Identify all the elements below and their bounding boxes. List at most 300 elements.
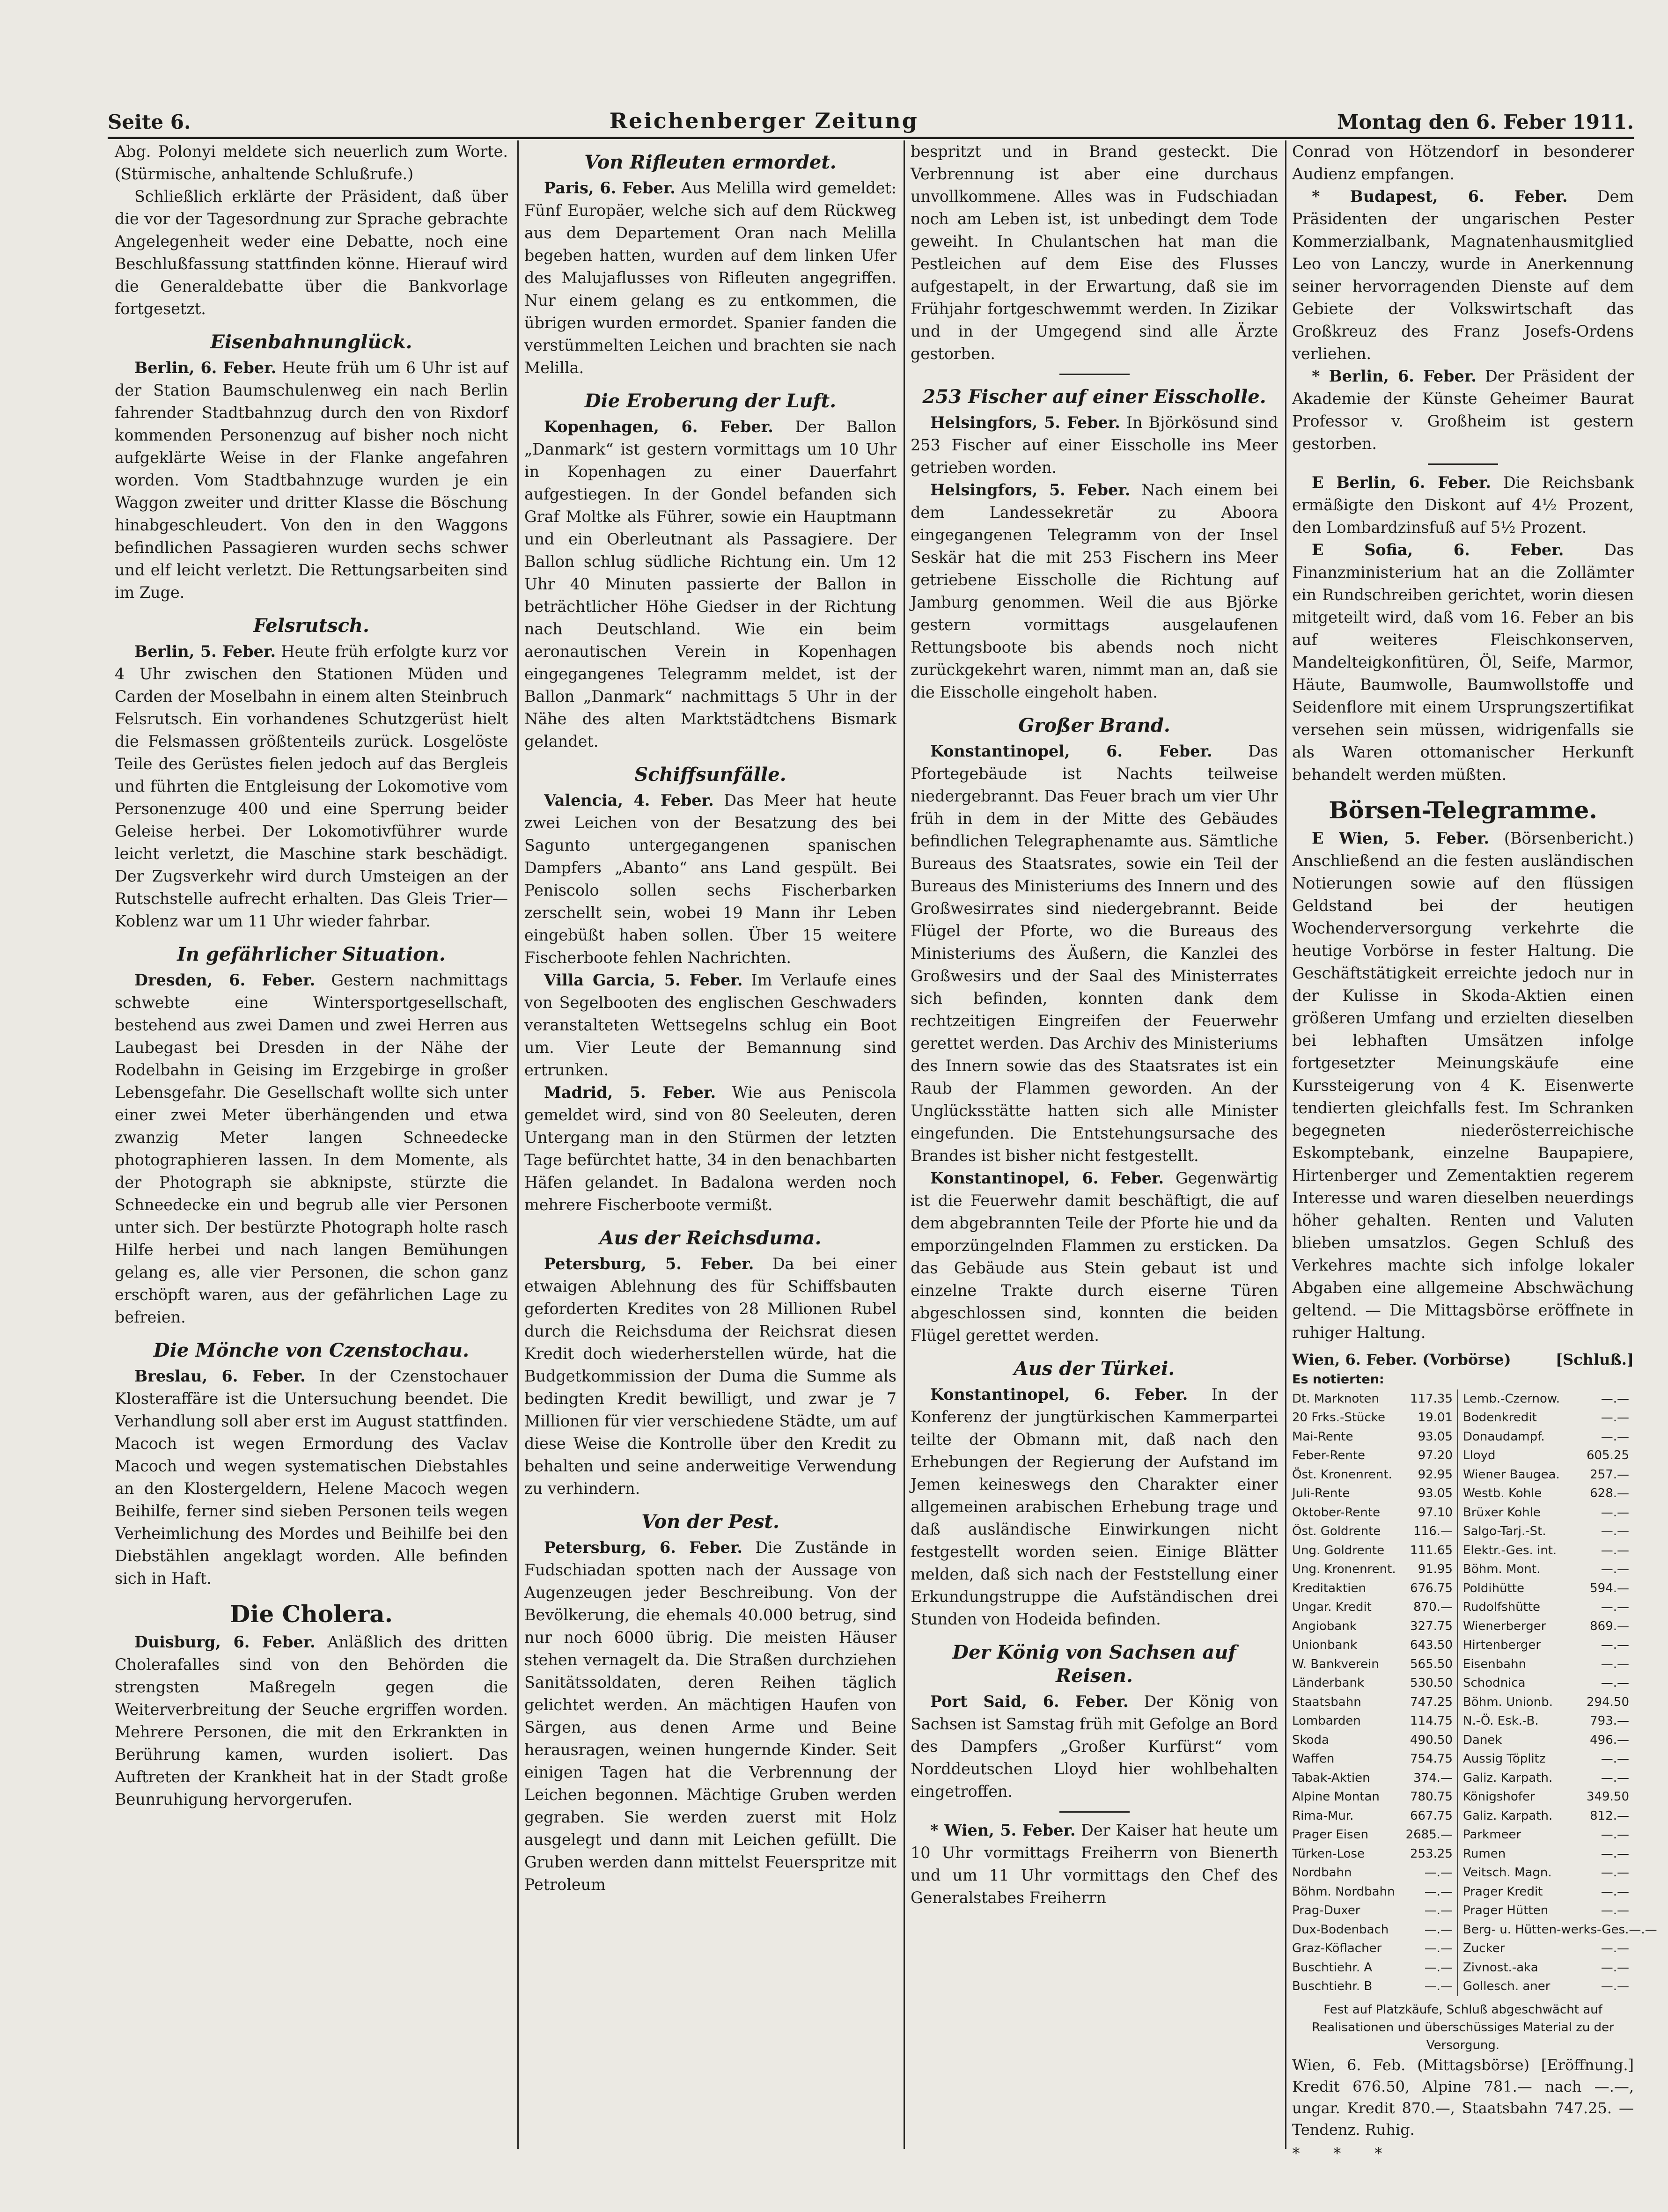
quote-name: Tabak-Aktien bbox=[1292, 1771, 1370, 1785]
quote-name: Graz-Köflacher bbox=[1292, 1941, 1382, 1955]
quote-row bbox=[1463, 1446, 1634, 1465]
article-headline: Die Eroberung der Luft. bbox=[584, 390, 837, 412]
quote-value: —.— bbox=[1601, 1866, 1629, 1880]
article-paragraph bbox=[911, 1167, 1278, 1347]
quote-row bbox=[1463, 1674, 1634, 1693]
quote-row bbox=[1292, 1655, 1457, 1674]
quote-value: —.— bbox=[1601, 1411, 1629, 1425]
quote-value: —.— bbox=[1601, 1562, 1629, 1576]
article-paragraph bbox=[1292, 471, 1634, 539]
quote-name: Galiz. Karpath. bbox=[1463, 1771, 1553, 1785]
article-headline: Felsrutsch. bbox=[253, 615, 369, 637]
quote-row bbox=[1292, 1598, 1457, 1617]
quote-row bbox=[1463, 1484, 1634, 1503]
quote-row bbox=[1292, 1807, 1457, 1826]
article-paragraph bbox=[524, 789, 896, 969]
quote-row bbox=[1292, 1674, 1457, 1693]
paragraph-text: Aus Melilla wird gemeldet: Fünf Europäer, welche sich auf dem Rückweg aus dem Departement Oran nach Melilla begeben hatten, wurden auf dem linken Ufer des Malujaflusses von Rifleuten angegriffen. Nur einem gelang es zu entkommen, die übrigen wurden ermordet. Spanier fanden die verstümmelten Leichen und brachten sie nach Melilla. bbox=[524, 179, 896, 377]
quote-name: Lemb.-Czernow. bbox=[1463, 1391, 1560, 1406]
quote-name: Donaudampf. bbox=[1463, 1429, 1545, 1444]
quote-name: Salgo-Tarj.-St. bbox=[1463, 1524, 1546, 1538]
quote-row bbox=[1292, 1484, 1457, 1503]
article-paragraph bbox=[524, 1253, 896, 1500]
quote-row bbox=[1463, 1693, 1634, 1712]
quote-name: Böhm. Mont. bbox=[1463, 1562, 1541, 1576]
quote-name: Wiener Baugea. bbox=[1463, 1467, 1560, 1482]
article-paragraph bbox=[524, 1536, 896, 1896]
dateline: Petersburg, 5. Feber. bbox=[544, 1255, 754, 1273]
quote-value: 754.75 bbox=[1410, 1752, 1453, 1766]
quote-name: Parkmeer bbox=[1463, 1828, 1521, 1842]
quote-row bbox=[1463, 1541, 1634, 1560]
quote-row bbox=[1292, 1845, 1457, 1864]
dateline: Paris, 6. Feber. bbox=[544, 179, 676, 197]
quote-value: —.— bbox=[1601, 1828, 1629, 1842]
quote-row bbox=[1463, 1958, 1634, 1977]
column-3 bbox=[911, 140, 1278, 2149]
quote-value: 793.— bbox=[1590, 1714, 1629, 1728]
article-paragraph bbox=[115, 140, 508, 185]
article-separator bbox=[1059, 1811, 1130, 1813]
article-paragraph bbox=[1292, 827, 1634, 1344]
paragraph-text: Heute früh erfolgte kurz vor 4 Uhr zwischen den Stationen Müden und Carden der Moselbahn in einem alten Steinbruch Felsrutsch. Ein vorhandenes Schutzgerüst hielt die Felsmassen größtenteils zurück. Losgelöste Teile des Gerüstes fielen jedoch auf das Bergleis und führten die Entgleisung der Lokomotive vom Personenzuge 400 und eine Sperrung beider Geleise herbei. Der Lokomotivführer wurde leicht verletzt, die Maschine stark beschädigt. Der Zugsverkehr wird durch Umsteigen an der Rutschstelle aufrecht erhalten. Das Gleis Trier—Koblenz war um 11 Uhr wieder fahrbar. bbox=[115, 642, 508, 930]
newspaper-title: Reichenberger Zeitung bbox=[609, 108, 919, 133]
quote-value: —.— bbox=[1424, 1941, 1453, 1955]
quote-value: 327.75 bbox=[1410, 1619, 1453, 1633]
quote-name: Westb. Kohle bbox=[1463, 1486, 1542, 1500]
quote-row bbox=[1292, 1427, 1457, 1447]
quote-row bbox=[1292, 1541, 1457, 1560]
quote-value: —.— bbox=[1424, 1960, 1453, 1975]
quote-name: Buschtiehr. A bbox=[1292, 1960, 1373, 1975]
quote-value: —.— bbox=[1601, 1543, 1629, 1558]
quote-name: Danek bbox=[1463, 1733, 1502, 1747]
quote-row bbox=[1463, 1465, 1634, 1484]
quote-row bbox=[1463, 1598, 1634, 1617]
paragraph-text: Conrad von Hötzendorf in besonderer Audienz empfangen. bbox=[1292, 142, 1634, 183]
quote-row bbox=[1463, 1522, 1634, 1541]
quote-value: 92.95 bbox=[1418, 1467, 1453, 1482]
quote-name: Rima-Mur. bbox=[1292, 1808, 1354, 1823]
article-headline: Von Rifleuten ermordet. bbox=[584, 151, 837, 173]
quote-row bbox=[1292, 1939, 1457, 1958]
paragraph-text: Der Kaiser hat heute um 10 Uhr vormittags Freiherrn von Bienerth und um 11 Uhr vormittags den Chef des Generalstabes Freiherrn bbox=[911, 1821, 1278, 1907]
quote-value: 812.— bbox=[1590, 1808, 1629, 1823]
article-headline: Die Mönche von Czenstochau. bbox=[153, 1339, 470, 1361]
quote-row bbox=[1292, 1579, 1457, 1598]
quote-row bbox=[1463, 1863, 1634, 1882]
article-headline: Aus der Reichsduma. bbox=[599, 1227, 822, 1249]
quote-value: —.— bbox=[1601, 1505, 1629, 1520]
paragraph-text: (Börsenbericht.) Anschließend an die festen ausländischen Notierungen sowie auf den flüssigen Geldstand bei der heutigen Wochenderversorgung verkehrte die heutige Vorbörse in fester Haltung. Die Geschäftstätigkeit erreichte jedoch nur in der Kulisse in Skoda-Aktien einen größeren Umfang und erzielten dieselben bei lebhaften Umsätzen infolge fortgesetzter Meinungskäufe eine Kurssteigerung von 4 K. Eisenwerte tendierten gleichfalls fest. Im Schranken begegneten niederösterreichische Eskomptebank, einzelne Baupapiere, Hirtenberger und Zementaktien regerem Interesse und waren dieselben neuerdings höher gehalten. Renten und Valuten blieben umsatzlos. Gegen Schluß des Verkehres machte sich infolge lokaler Abgaben eine allgemeine Abschwächung geltend. — Die Mittagsbörse eröffnete in ruhiger Haltung. bbox=[1292, 829, 1634, 1342]
quote-name: Feber-Rente bbox=[1292, 1448, 1365, 1462]
quotes-subtitle: Es notierten: bbox=[1292, 1372, 1384, 1387]
paragraph-text: Schließlich erklärte der Präsident, daß über die vor der Tagesordnung zur Sprache gebrachte Angelegenheit weder eine Debatte, noch eine Beschlußfassung stattfinden könne. Hierauf wird die Generaldebatte über die Bankvorlage fortgesetzt. bbox=[115, 187, 508, 318]
paragraph-text: Gegenwärtig ist die Feuerwehr damit beschäftigt, die auf dem abgebrannten Teile der Pforte hie und da emporzüngelnden Flammen zu ersticken. Da das Gebäude aus Stein gebaut ist und einzelne Trakte durch eiserne Türen abgeschlossen sind, konnten die beiden Flügel gerettet werden. bbox=[911, 1169, 1278, 1345]
quote-row bbox=[1463, 1920, 1657, 1940]
quote-name: Prager Hütten bbox=[1463, 1903, 1549, 1918]
article-paragraph bbox=[911, 740, 1278, 1167]
quote-value: 91.95 bbox=[1418, 1562, 1453, 1576]
quote-value: 253.25 bbox=[1410, 1846, 1453, 1861]
quote-row bbox=[1463, 1427, 1634, 1447]
article-paragraph bbox=[911, 412, 1278, 479]
quote-row bbox=[1463, 1712, 1634, 1731]
quotes-title: Wien, 6. Feber. (Vorbörse) bbox=[1292, 1351, 1511, 1368]
quote-name: Kreditaktien bbox=[1292, 1581, 1366, 1595]
article-headline: Großer Brand. bbox=[1018, 714, 1170, 736]
quote-value: 530.50 bbox=[1410, 1676, 1453, 1690]
article-separator bbox=[1428, 463, 1498, 465]
quote-name: Zivnost.-aka bbox=[1463, 1960, 1538, 1975]
dateline: Konstantinopel, 6. Feber. bbox=[930, 742, 1212, 760]
article-headline: In gefährlicher Situation. bbox=[177, 943, 446, 965]
dateline: Valencia, 4. Feber. bbox=[544, 791, 714, 809]
article-paragraph bbox=[524, 416, 896, 753]
quote-value: —.— bbox=[1601, 1903, 1629, 1918]
quote-value: 565.50 bbox=[1410, 1657, 1453, 1671]
quote-value: 114.75 bbox=[1410, 1714, 1453, 1728]
quote-value: —.— bbox=[1601, 1600, 1629, 1614]
quote-value: 116.— bbox=[1413, 1524, 1453, 1538]
quote-row bbox=[1292, 1882, 1457, 1902]
quote-row bbox=[1292, 1636, 1457, 1655]
quote-name: Elektr.-Ges. int. bbox=[1463, 1543, 1557, 1558]
quote-value: 496.— bbox=[1590, 1733, 1629, 1747]
paragraph-text: bespritzt und in Brand gesteckt. Die Verbrennung ist aber eine durchaus unvollkommene. Alles was in Fudschiadan noch am Leben ist, ist unbedingt dem Tode geweiht. In Chulantschen hat man die Pestleichen auf dem Eise des Flusses aufgestapelt, in der Erwartung, daß sie im Frühjahr fortgeschwemmt werden. In Zizikar und in der Umgegend sind alle Ärzte gestorben. bbox=[911, 142, 1278, 363]
article-paragraph bbox=[911, 479, 1278, 704]
quote-value: —.— bbox=[1424, 1903, 1453, 1918]
quote-name: Öst. Kronenrent. bbox=[1292, 1467, 1392, 1482]
paragraph-text: In der Konferenz der jungtürkischen Kammerpartei teilte der Obmann mit, daß nach den Erhebungen der Regierung der Aufstand im Jemen keineswegs den Charakter einer allgemeinen arabischen Erhebung trage und daß ausländische Einwirkungen nicht festgestellt worden seien. Einige Blätter melden, daß sich nach der Feststellung einer Erkundungstruppe die Aufständischen drei Stunden von Hodeida befinden. bbox=[911, 1385, 1278, 1628]
dateline: * Budapest, 6. Feber. bbox=[1312, 187, 1568, 206]
quote-value: —.— bbox=[1601, 1884, 1629, 1899]
column-2 bbox=[524, 140, 896, 2149]
quote-name: Veitsch. Magn. bbox=[1463, 1866, 1552, 1880]
dateline: * Berlin, 6. Feber. bbox=[1312, 367, 1477, 385]
article-paragraph bbox=[1292, 185, 1634, 365]
article-paragraph bbox=[115, 185, 508, 320]
quote-value: —.— bbox=[1601, 1638, 1629, 1652]
article-paragraph bbox=[115, 1365, 508, 1590]
quote-row bbox=[1463, 1389, 1634, 1409]
quotes-status: [Schluß.] bbox=[1555, 1351, 1634, 1368]
column-rule bbox=[517, 140, 519, 2149]
quote-name: Schodnica bbox=[1463, 1676, 1526, 1690]
quotes-header bbox=[1292, 1349, 1634, 1370]
quotes-table bbox=[1292, 1389, 1657, 1996]
quote-value: 605.25 bbox=[1587, 1448, 1629, 1462]
dateline: E Sofia, 6. Feber. bbox=[1312, 541, 1564, 559]
article-paragraph bbox=[911, 1819, 1278, 1909]
paragraph-text: Anläßlich des dritten Cholerafalles sind von den Behörden die strengsten Maßregeln gegen die Weiterverbreitung der Seuche ergriffen worden. Mehrere Personen, die mit den Erkrankten in Berührung kamen, wurden isoliert. Das Auftreten der Krankheit hat in der Stadt große Beunruhigung hervorgerufen. bbox=[115, 1633, 508, 1808]
dateline: Dresden, 6. Feber. bbox=[134, 971, 316, 989]
quote-row bbox=[1463, 1579, 1634, 1598]
quote-name: Buschtiehr. B bbox=[1292, 1979, 1373, 1993]
quote-value: —.— bbox=[1601, 1391, 1629, 1406]
quote-name: Eisenbahn bbox=[1463, 1657, 1527, 1671]
paragraph-text: Der Ballon „Danmark“ ist gestern vormittags um 10 Uhr in Kopenhagen zu einer Dauerfahrt aufgestiegen. In der Gondel befanden sich Graf Moltke als Führer, sowie ein Hauptmann und ein Oberleutnant als Passagiere. Der Ballon schlug südliche Richtung ein. Um 12 Uhr 40 Minuten passierte der Ballon in beträchtlicher Höhe Giedser in der Richtung nach Deutschland. Wie ein beim aeronautischen Verein in Kopenhagen eingegangenes Telegramm meldet, ist der Ballon „Danmark“ nachmittags 5 Uhr in der Nähe des alten Marktstädtchens Bismark gelandet. bbox=[524, 418, 896, 750]
column-rule bbox=[904, 140, 905, 2149]
quote-name: Ung. Goldrente bbox=[1292, 1543, 1385, 1558]
quote-row bbox=[1463, 1617, 1634, 1636]
paragraph-text: Heute früh um 6 Uhr ist auf der Station Baumschulenweg ein nach Berlin fahrender Stadtbahnzug durch den von Rixdorf kommenden Personenzug auf bisher noch nicht aufgeklärte Weise in der Flanke angefahren worden. Vom Stadtbahnzuge wurden je ein Waggon zweiter und dritter Klasse die Böschung hinabgeschleudert. Von den in den Waggons befindlichen Passagieren wurden sechs schwer und elf leicht verletzt. Die Rettungsarbeiten sind im Zuge. bbox=[115, 359, 508, 602]
dateline: Konstantinopel, 6. Feber. bbox=[930, 1385, 1188, 1404]
quote-name: Rudolfshütte bbox=[1463, 1600, 1541, 1614]
dateline: Breslau, 6. Feber. bbox=[134, 1367, 306, 1385]
quote-row bbox=[1463, 1825, 1634, 1845]
quote-name: Öst. Goldrente bbox=[1292, 1524, 1381, 1538]
quote-name: Alpine Montan bbox=[1292, 1790, 1380, 1804]
article-headline: 253 Fischer auf einer Eisscholle. bbox=[922, 386, 1266, 408]
paragraph-text: Da bei einer etwaigen Ablehnung des für Schiffsbauten geforderten Kredites von 28 Millionen Rubel durch die Reichsduma der Reichsrat diesen Kredit doch wiederherstellen würde, hat die Budgetkommission der Duma die Summe als bedingten Kredit bewilligt, und zwar je 7 Millionen für vier verschiedene Städte, um auf diese Weise die Kontrolle über den Kredit zu behalten und seine anderweitige Verwendung zu verhindern. bbox=[524, 1255, 896, 1498]
masthead bbox=[108, 101, 1634, 133]
quote-name: Unionbank bbox=[1292, 1638, 1358, 1652]
quote-name: Lombarden bbox=[1292, 1714, 1361, 1728]
dateline: Villa Garcia, 5. Feber. bbox=[544, 971, 743, 989]
quote-name: Wienerberger bbox=[1463, 1619, 1546, 1633]
dateline: Helsingfors, 5. Feber. bbox=[930, 481, 1131, 499]
quote-name: Galiz. Karpath. bbox=[1463, 1808, 1553, 1823]
quote-name: Berg- u. Hütten-werks-Ges. bbox=[1463, 1922, 1629, 1937]
quote-value: 93.05 bbox=[1418, 1429, 1453, 1444]
quote-value: 667.75 bbox=[1410, 1808, 1453, 1823]
quote-name: Böhm. Unionb. bbox=[1463, 1695, 1553, 1709]
paragraph-text: Abg. Polonyi meldete sich neuerlich zum Worte. (Stürmische, anhaltende Schlußrufe.) bbox=[115, 142, 508, 183]
article-paragraph bbox=[115, 640, 508, 933]
quote-value: 294.50 bbox=[1587, 1695, 1629, 1709]
quote-name: Angiobank bbox=[1292, 1619, 1357, 1633]
quote-value: 870.— bbox=[1413, 1600, 1453, 1614]
dateline: E Berlin, 6. Feber. bbox=[1312, 473, 1492, 492]
quote-name: N.-Ö. Esk.-B. bbox=[1463, 1714, 1539, 1728]
quote-value: —.— bbox=[1601, 1846, 1629, 1861]
midday-report: Wien, 6. Feb. (Mittagsbörse) [Eröffnung.] Kredit 676.50, Alpine 781.— nach —.—, ungar. Kredit 870.—, Staatsbahn 747.25. — Tendenz. Ruhig. bbox=[1292, 2056, 1634, 2139]
paragraph-text: In Björkösund sind 253 Fischer auf einer Eisscholle ins Meer getrieben worden. bbox=[911, 413, 1278, 477]
quote-name: Dux-Bodenbach bbox=[1292, 1922, 1389, 1937]
quote-name: Staatsbahn bbox=[1292, 1695, 1361, 1709]
quote-row bbox=[1292, 1522, 1457, 1541]
quote-row bbox=[1292, 1863, 1457, 1882]
header-rule bbox=[108, 137, 1634, 139]
article-headline: Die Cholera. bbox=[229, 1600, 393, 1628]
quote-name: Skoda bbox=[1292, 1733, 1329, 1747]
quote-value: —.— bbox=[1601, 1771, 1629, 1785]
quote-row bbox=[1292, 1503, 1457, 1522]
quote-row bbox=[1292, 1465, 1457, 1484]
quote-row bbox=[1292, 1617, 1457, 1636]
dateline: Helsingfors, 5. Feber. bbox=[930, 413, 1120, 432]
quote-name: Waffen bbox=[1292, 1752, 1335, 1766]
quote-row bbox=[1463, 1655, 1634, 1674]
article-headline: Aus der Türkei. bbox=[1014, 1358, 1175, 1380]
quote-row bbox=[1292, 1977, 1457, 1996]
quote-name: Brüxer Kohle bbox=[1463, 1505, 1541, 1520]
quote-name: Juli-Rente bbox=[1292, 1486, 1350, 1500]
quote-name: 20 Frks.-Stücke bbox=[1292, 1411, 1385, 1425]
quote-value: —.— bbox=[1601, 1676, 1629, 1690]
quote-value: —.— bbox=[1424, 1922, 1453, 1937]
article-paragraph bbox=[115, 969, 508, 1329]
paragraph-text: Der König von Sachsen ist Samstag früh mit Gefolge an Bord des Dampfers „Großer Kurfürst“ vom Norddeutschen Lloyd hier wohlbehalten eingetroffen. bbox=[911, 1692, 1278, 1800]
article-headline: Schiffsunfälle. bbox=[634, 764, 786, 786]
quote-row bbox=[1292, 1712, 1457, 1731]
article-paragraph bbox=[911, 140, 1278, 365]
dateline: Konstantinopel, 6. Feber. bbox=[930, 1169, 1164, 1187]
column-4-articles bbox=[1292, 140, 1634, 1344]
dateline: E Wien, 5. Feber. bbox=[1312, 829, 1490, 847]
paragraph-text: Wie aus Peniscola gemeldet wird, sind von 80 Seeleuten, deren Untergang man in den Stürmen der letzten Tage befürchtet hatte, 34 in den benachbarten Häfen gelandet. In Badalona werden noch mehrere Fischerboote vermißt. bbox=[524, 1083, 896, 1214]
quote-row bbox=[1292, 1958, 1457, 1977]
article-paragraph bbox=[911, 1690, 1278, 1803]
quote-name: Rumen bbox=[1463, 1846, 1506, 1861]
quote-value: —.— bbox=[1601, 1979, 1629, 1993]
quote-name: Zucker bbox=[1463, 1941, 1505, 1955]
quote-name: Böhm. Nordbahn bbox=[1292, 1884, 1395, 1899]
quote-row bbox=[1292, 1408, 1457, 1427]
quote-name: Königshofer bbox=[1463, 1790, 1535, 1804]
dateline: Madrid, 5. Feber. bbox=[544, 1083, 716, 1102]
quote-value: 780.75 bbox=[1410, 1790, 1453, 1804]
dateline: Berlin, 6. Feber. bbox=[134, 359, 277, 377]
article-paragraph bbox=[1292, 365, 1634, 455]
quotes-left-column bbox=[1292, 1389, 1457, 1996]
article-headline: Von der Pest. bbox=[641, 1511, 779, 1533]
quote-value: —.— bbox=[1601, 1941, 1629, 1955]
page-number: Seite 6. bbox=[108, 110, 191, 133]
quote-name: Prager Eisen bbox=[1292, 1828, 1368, 1842]
quote-row bbox=[1292, 1787, 1457, 1807]
quote-row bbox=[1463, 1939, 1634, 1958]
quote-value: 869.— bbox=[1590, 1619, 1629, 1633]
quote-name: Aussig Töplitz bbox=[1463, 1752, 1546, 1766]
quote-row bbox=[1463, 1560, 1634, 1579]
column-rule bbox=[1285, 140, 1286, 2149]
quote-name: Türken-Lose bbox=[1292, 1846, 1365, 1861]
article-paragraph bbox=[911, 1383, 1278, 1631]
paragraph-text: Im Verlaufe eines von Segelbooten des englischen Geschwaders veranstalteten Wettsegelns schlug ein Boot um. Vier Leute der Bemannung sind ertrunken. bbox=[524, 971, 896, 1079]
paragraph-text: Die Reichsbank ermäßigte den Diskont auf 4½ Prozent, den Lombardzinsfuß auf 5½ Prozent. bbox=[1292, 473, 1634, 536]
quote-value: 643.50 bbox=[1410, 1638, 1453, 1652]
quote-name: Hirtenberger bbox=[1463, 1638, 1541, 1652]
quotes-right-column bbox=[1457, 1389, 1657, 1996]
issue-date: Montag den 6. Feber 1911. bbox=[1337, 110, 1634, 133]
article-headline: Der König von Sachsen auf Reisen. bbox=[952, 1641, 1236, 1687]
quote-value: 97.20 bbox=[1418, 1448, 1453, 1462]
quote-row bbox=[1292, 1731, 1457, 1750]
end-stars: * * * bbox=[1292, 2144, 1396, 2163]
paragraph-text: Das Finanzministerium hat an die Zollämter ein Rundschreiben gerichtet, worin diesen mitgeteilt wird, daß vom 16. Feber an bis auf weiteres Fleischkonserven, Mandelteigkonfitüren, Öl, Seife, Marmor, Häute, Baumwolle, Baumwollstoffe und Seidenflore mit einem Ursprungszertifikat versehen sein müssen, widrigenfalls sie als Waren ottomanischer Herkunft behandelt werden müßten. bbox=[1292, 541, 1634, 784]
column-1 bbox=[115, 140, 508, 2149]
quote-value: —.— bbox=[1601, 1524, 1629, 1538]
quote-row bbox=[1292, 1901, 1457, 1920]
quote-value: —.— bbox=[1601, 1752, 1629, 1766]
quote-row bbox=[1292, 1693, 1457, 1712]
quote-row bbox=[1463, 1787, 1634, 1807]
quote-name: Nordbahn bbox=[1292, 1866, 1352, 1880]
paragraph-text: Das Pfortegebäude ist Nachts teilweise niedergebrannt. Das Feuer brach um vier Uhr früh in dem in der Mitte des Gebäudes befindlichen Telegraphenamte aus. Sämtliche Bureaus des Staatsrates, sowie ein Teil der Bureaus des Ministeriums des Innern und des Großwesirrates sind niedergebrannt. Beide Flügel der Pforte, wo die Bureaus des Ministeriums des Äußern, die Kanzlei des Großwesirs und der Saal des Ministerrates sich befinden, konnten dank dem rechtzeitigen Eingreifen der Feuerwehr gerettet werden. Das Archiv des Ministeriums des Innern sowie das des Staatsrates ist ein Raub der Flammen geworden. An der Unglücksstätte hatten sich alle Minister eingefunden. Die Entstehungsursache des Brandes ist bisher nicht festgestellt. bbox=[911, 742, 1278, 1165]
quote-name: W. Bankverein bbox=[1292, 1657, 1379, 1671]
article-paragraph bbox=[115, 1631, 508, 1811]
quote-value: 93.05 bbox=[1418, 1486, 1453, 1500]
quote-row bbox=[1463, 1749, 1634, 1769]
paragraph-text: Die Zustände in Fudschiadan spotten nach der Aussage von Augenzeugen jeder Beschreibung. Von der Bevölkerung, die ehemals 40.000 betrug, sind nur noch 6000 übrig. Die meisten Häuser stehen vernagelt da. Die Straßen durchziehen Sanitätssoldaten, deren Reihen täglich gelichtet werden. An mächtigen Haufen von Särgen, aus denen Arme und Beine herausragen, weinen hungernde Kinder. Seit einigen Tagen hat die Verbrennung der Leichen begonnen. Mächtige Gruben werden gegraben. Sie werden zuerst mit Holz ausgelegt und dann mit Leichen gefüllt. Die Gruben werden dann mittelst Feuerspritze mit Petroleum bbox=[524, 1538, 896, 1894]
quote-value: 19.01 bbox=[1418, 1411, 1453, 1425]
quote-value: 257.— bbox=[1590, 1467, 1629, 1482]
quote-row bbox=[1463, 1636, 1634, 1655]
quote-name: Dt. Marknoten bbox=[1292, 1391, 1379, 1406]
paragraph-text: Dem Präsidenten der ungarischen Pester Kommerzialbank, Magnatenhausmitglied Leo von Lanczy, wurde in Anerkennung seiner hervorragenden Dienste auf dem Gebiete der Volkswirtschaft das Großkreuz des Franz Josefs-Ordens verliehen. bbox=[1292, 187, 1634, 363]
dateline: Petersburg, 6. Feber. bbox=[544, 1538, 742, 1557]
column-4 bbox=[1292, 140, 1657, 2163]
quote-value: 349.50 bbox=[1587, 1790, 1629, 1804]
dateline: Port Said, 6. Feber. bbox=[930, 1692, 1129, 1711]
quote-name: Prager Kredit bbox=[1463, 1884, 1543, 1899]
dateline: * Wien, 5. Feber. bbox=[930, 1821, 1076, 1839]
quote-value: —.— bbox=[1424, 1979, 1453, 1993]
quote-row bbox=[1292, 1446, 1457, 1465]
quote-name: Mai-Rente bbox=[1292, 1429, 1353, 1444]
paragraph-text: Gestern nachmittags schwebte eine Wintersportgesellschaft, bestehend aus zwei Damen und zwei Herren aus Laubegast bei Dresden in der Nähe der Rodelbahn in Geising im Erzgebirge in großer Lebensgefahr. Die Gesellschaft wollte sich unter einer zwei Meter überhängenden und etwa zwanzig Meter langen Schneedecke photographieren lassen. In dem Momente, als der Photograph sie abknipste, stürzte die Schneedecke ein und begrub alle vier Personen unter sich. Der bestürzte Photograph holte rasch Hilfe herbei und nach langen Bemühungen gelang es, alle vier Personen, die schon ganz erschöpft waren, aus der gefährlichen Lage zu befreien. bbox=[115, 971, 508, 1326]
quote-name: Poldihütte bbox=[1463, 1581, 1524, 1595]
quote-name: Oktober-Rente bbox=[1292, 1505, 1381, 1520]
quote-row bbox=[1463, 1807, 1634, 1826]
article-separator bbox=[1059, 374, 1130, 375]
quote-row bbox=[1292, 1749, 1457, 1769]
quote-row bbox=[1463, 1901, 1634, 1920]
quote-value: 628.— bbox=[1590, 1486, 1629, 1500]
quote-value: 594.— bbox=[1590, 1581, 1629, 1595]
quote-value: 490.50 bbox=[1410, 1733, 1453, 1747]
article-paragraph bbox=[1292, 140, 1634, 185]
dateline: Kopenhagen, 6. Feber. bbox=[544, 418, 773, 436]
quote-value: —.— bbox=[1629, 1922, 1657, 1937]
quote-value: —.— bbox=[1601, 1960, 1629, 1975]
quote-value: 97.10 bbox=[1418, 1505, 1453, 1520]
quote-name: Ungar. Kredit bbox=[1292, 1600, 1372, 1614]
article-paragraph bbox=[524, 969, 896, 1081]
quote-value: 747.25 bbox=[1410, 1695, 1453, 1709]
quote-row bbox=[1463, 1977, 1634, 1996]
quote-value: —.— bbox=[1601, 1657, 1629, 1671]
quote-value: —.— bbox=[1424, 1884, 1453, 1899]
quote-row bbox=[1292, 1920, 1457, 1940]
quote-value: 111.65 bbox=[1410, 1543, 1453, 1558]
quote-row bbox=[1463, 1845, 1634, 1864]
article-headline: Börsen-Telegramme. bbox=[1329, 796, 1597, 824]
article-paragraph bbox=[115, 357, 508, 604]
quote-row bbox=[1292, 1560, 1457, 1579]
quote-name: Lloyd bbox=[1463, 1448, 1496, 1462]
article-paragraph bbox=[524, 177, 896, 379]
quote-value: 676.75 bbox=[1410, 1581, 1453, 1595]
quote-row bbox=[1463, 1882, 1634, 1902]
dateline: Berlin, 5. Feber. bbox=[134, 642, 276, 661]
paragraph-text: Der Präsident der Akademie der Künste Geheimer Baurat Professor v. Großheim ist gestern gestorben. bbox=[1292, 367, 1634, 453]
quote-name: Ung. Kronenrent. bbox=[1292, 1562, 1396, 1576]
quote-value: 117.35 bbox=[1410, 1391, 1453, 1406]
paragraph-text: In der Czenstochauer Klosteraffäre ist die Untersuchung beendet. Die Verhandlung soll aber erst im August stattfinden. Macoch ist wegen Ermordung des Vaclav Macoch und wegen systematischen Diebstahles an den Klostergeldern, Helene Macoch wegen Beihilfe, ferner sind sieben Personen teils wegen Verheimlichung des Mordes und Beihilfe bei den Diebstählen angeklagt worden. Alle befinden sich in Haft. bbox=[115, 1367, 508, 1587]
quote-value: 374.— bbox=[1413, 1771, 1453, 1785]
quote-row bbox=[1463, 1769, 1634, 1788]
quote-value: —.— bbox=[1424, 1866, 1453, 1880]
quote-row bbox=[1292, 1389, 1457, 1409]
quote-name: Prag-Duxer bbox=[1292, 1903, 1360, 1918]
quote-value: —.— bbox=[1601, 1429, 1629, 1444]
quote-row bbox=[1292, 1769, 1457, 1788]
quote-row bbox=[1292, 1825, 1457, 1845]
quote-value: 2685.— bbox=[1405, 1828, 1453, 1842]
